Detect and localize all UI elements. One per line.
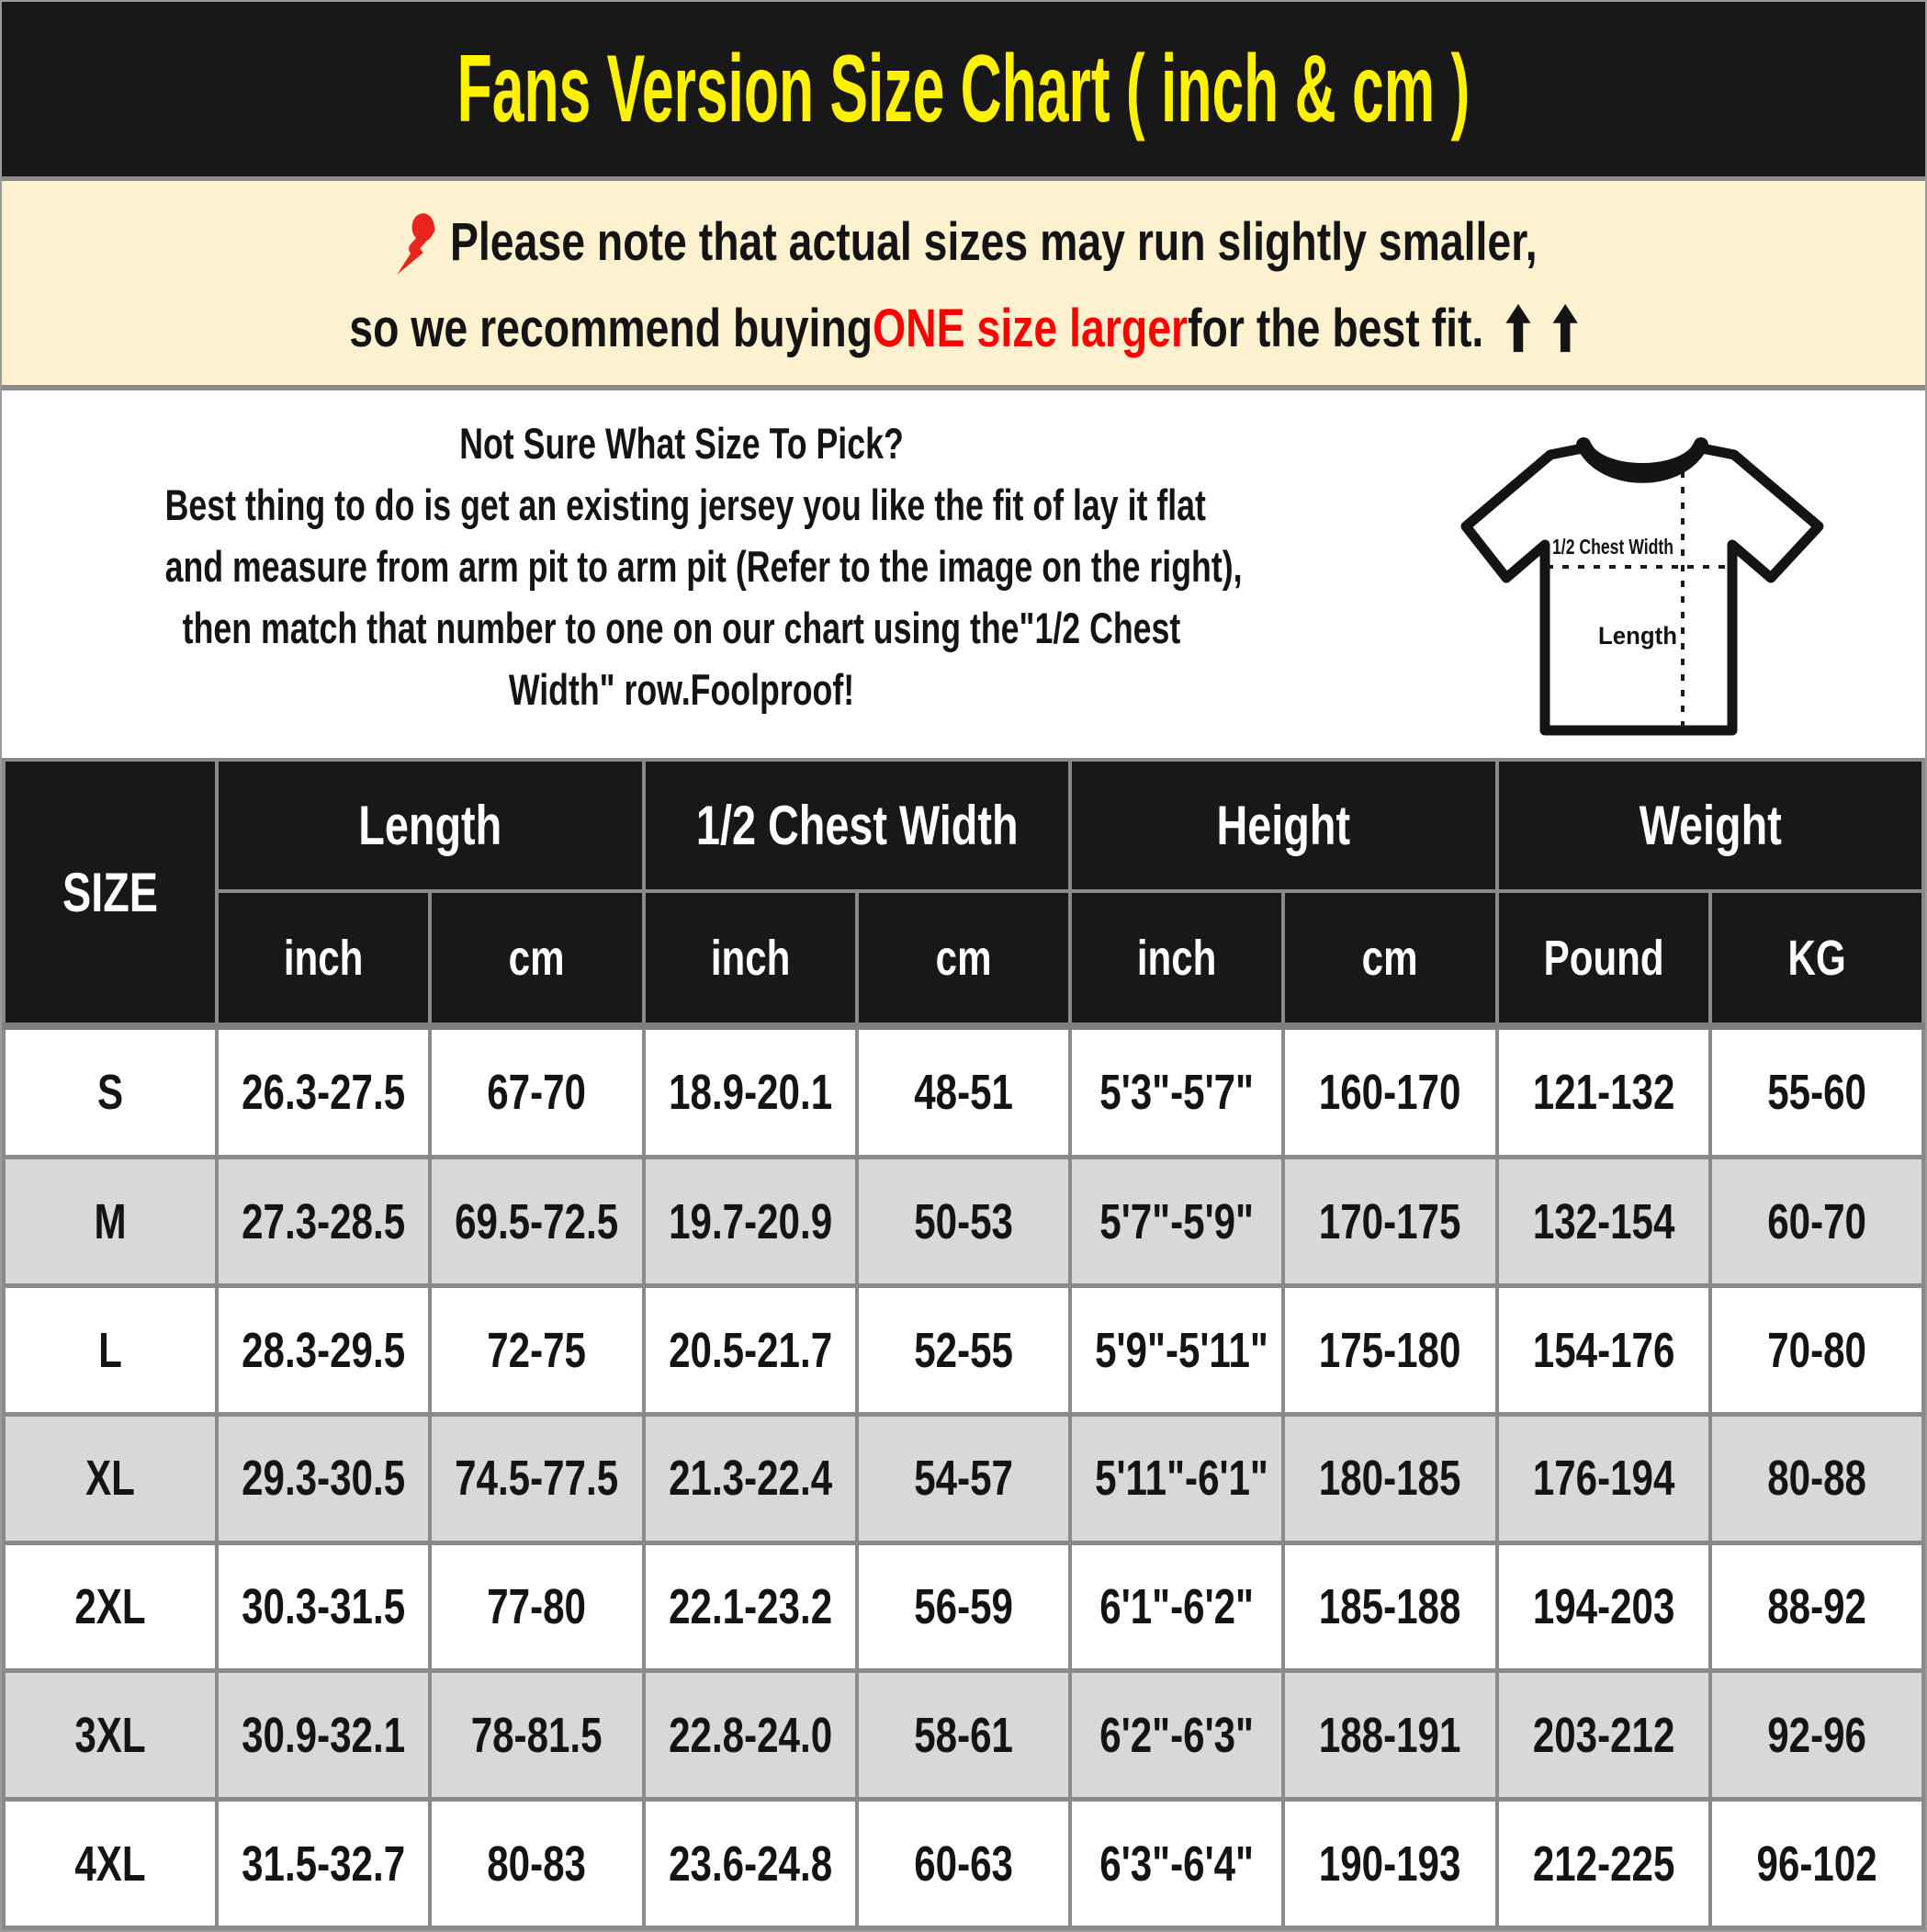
row-size-label: 3XL xyxy=(4,1671,217,1800)
table-cell: 6'3"-6'4" xyxy=(1070,1800,1283,1928)
col-group-weight: Weight xyxy=(1497,760,1924,891)
table-cell: 96-102 xyxy=(1710,1800,1923,1928)
page-title: Fans Version Size Chart ( inch & cm ) xyxy=(456,35,1471,142)
row-size-label: S xyxy=(4,1026,217,1158)
col-subheader-weight-kg: KG xyxy=(1710,891,1923,1026)
tshirt-collar xyxy=(1583,445,1701,476)
notice-banner xyxy=(2,181,1925,390)
table-cell: 29.3-30.5 xyxy=(217,1414,430,1542)
col-subheader-length-inch: inch xyxy=(217,891,430,1026)
table-cell: 27.3-28.5 xyxy=(217,1158,430,1286)
col-header-size: SIZE xyxy=(4,760,217,1026)
up-arrow-icon xyxy=(1553,302,1578,354)
size-table xyxy=(2,758,1925,1930)
table-cell: 180-185 xyxy=(1283,1414,1496,1542)
table-cell: 48-51 xyxy=(857,1026,1070,1158)
table-cell: 80-88 xyxy=(1710,1414,1923,1542)
table-cell: 23.6-24.8 xyxy=(644,1800,857,1928)
table-cell: 121-132 xyxy=(1497,1026,1710,1158)
table-cell: 72-75 xyxy=(430,1286,643,1415)
table-cell: 194-203 xyxy=(1497,1542,1710,1671)
table-row-2xl xyxy=(4,1542,1923,1671)
table-cell: 19.7-20.9 xyxy=(644,1158,857,1286)
table-header-sub-row xyxy=(4,891,1923,1026)
table-cell: 55-60 xyxy=(1710,1026,1923,1158)
notice-highlight: ONE size larger xyxy=(873,298,1189,358)
row-size-label: XL xyxy=(4,1414,217,1542)
notice-text-1: Please note that actual sizes may run slightly smaller, xyxy=(449,212,1538,272)
table-cell: 5'11"-6'1" xyxy=(1070,1414,1283,1542)
notice-text-2-suffix: for the best fit. xyxy=(1188,298,1484,358)
guide-heading: Not Sure What Size To Pick? xyxy=(459,419,904,468)
col-subheader-height-cm: cm xyxy=(1283,891,1496,1026)
table-cell: 160-170 xyxy=(1283,1026,1496,1158)
guide-line-4: Width" row.Foolproof! xyxy=(508,665,855,714)
table-cell: 28.3-29.5 xyxy=(217,1286,430,1415)
size-table-wrap xyxy=(2,758,1925,1930)
table-cell: 78-81.5 xyxy=(430,1671,643,1800)
col-subheader-length-cm: cm xyxy=(430,891,643,1026)
table-cell: 21.3-22.4 xyxy=(644,1414,857,1542)
table-cell: 190-193 xyxy=(1283,1800,1496,1928)
notice-line-2 xyxy=(194,298,1732,359)
title-bar xyxy=(2,2,1925,181)
tshirt-measurement-diagram xyxy=(1451,431,1833,740)
row-size-label: 4XL xyxy=(4,1800,217,1928)
table-row-l xyxy=(4,1286,1923,1415)
table-cell: 6'2"-6'3" xyxy=(1070,1671,1283,1800)
table-cell: 80-83 xyxy=(430,1800,643,1928)
table-cell: 60-63 xyxy=(857,1800,1070,1928)
diagram-chest-label: 1/2 Chest Width xyxy=(1552,535,1673,559)
table-cell: 88-92 xyxy=(1710,1542,1923,1671)
table-cell: 5'7"-5'9" xyxy=(1070,1158,1283,1286)
table-row-xl xyxy=(4,1414,1923,1542)
table-cell: 54-57 xyxy=(857,1414,1070,1542)
table-cell: 60-70 xyxy=(1710,1158,1923,1286)
table-cell: 69.5-72.5 xyxy=(430,1158,643,1286)
table-cell: 188-191 xyxy=(1283,1671,1496,1800)
table-row-m xyxy=(4,1158,1923,1286)
diagram-length-label: Length xyxy=(1598,622,1677,650)
table-cell: 50-53 xyxy=(857,1158,1070,1286)
table-cell: 52-55 xyxy=(857,1286,1070,1415)
table-cell: 30.9-32.1 xyxy=(217,1671,430,1800)
table-cell: 5'9"-5'11" xyxy=(1070,1286,1283,1415)
table-cell: 67-70 xyxy=(430,1026,643,1158)
table-cell: 5'3"-5'7" xyxy=(1070,1026,1283,1158)
guide-line-2: and measure from arm pit to arm pit (Refer to the image on the right), xyxy=(164,542,1243,591)
table-cell: 212-225 xyxy=(1497,1800,1710,1928)
table-cell: 18.9-20.1 xyxy=(644,1026,857,1158)
table-row-4xl xyxy=(4,1800,1923,1928)
table-cell: 176-194 xyxy=(1497,1414,1710,1542)
notice-text-2-prefix: so we recommend buying xyxy=(349,298,873,358)
guide-line-3: then match that number to one on our chart using the"1/2 Chest xyxy=(182,604,1181,652)
table-cell: 31.5-32.7 xyxy=(217,1800,430,1928)
table-cell: 77-80 xyxy=(430,1542,643,1671)
table-cell: 70-80 xyxy=(1710,1286,1923,1415)
up-arrow-icon xyxy=(1505,302,1530,354)
size-guide-section xyxy=(2,390,1925,758)
tshirt-outline xyxy=(1466,447,1819,730)
col-group-chest-width: 1/2 Chest Width xyxy=(644,760,1071,891)
notice-line-1 xyxy=(194,208,1732,277)
col-subheader-chest-cm: cm xyxy=(857,891,1070,1026)
col-subheader-height-inch: inch xyxy=(1070,891,1283,1026)
guide-line-1: Best thing to do is get an existing jersey you like the fit of lay it flat xyxy=(164,480,1206,529)
pushpin-icon xyxy=(389,209,445,279)
table-cell: 6'1"-6'2" xyxy=(1070,1542,1283,1671)
row-size-label: 2XL xyxy=(4,1542,217,1671)
table-cell: 22.8-24.0 xyxy=(644,1671,857,1800)
row-size-label: M xyxy=(4,1158,217,1286)
table-cell: 175-180 xyxy=(1283,1286,1496,1415)
row-size-label: L xyxy=(4,1286,217,1415)
table-cell: 26.3-27.5 xyxy=(217,1026,430,1158)
table-cell: 170-175 xyxy=(1283,1158,1496,1286)
table-row-s xyxy=(4,1026,1923,1158)
size-guide-text xyxy=(2,412,1361,720)
table-cell: 154-176 xyxy=(1497,1286,1710,1415)
table-cell: 30.3-31.5 xyxy=(217,1542,430,1671)
table-cell: 185-188 xyxy=(1283,1542,1496,1671)
col-subheader-weight-pound: Pound xyxy=(1497,891,1710,1026)
table-cell: 58-61 xyxy=(857,1671,1070,1800)
table-header-group-row xyxy=(4,760,1923,891)
col-group-length: Length xyxy=(217,760,644,891)
table-cell: 92-96 xyxy=(1710,1671,1923,1800)
table-cell: 20.5-21.7 xyxy=(644,1286,857,1415)
table-cell: 74.5-77.5 xyxy=(430,1414,643,1542)
table-cell: 203-212 xyxy=(1497,1671,1710,1800)
table-cell: 22.1-23.2 xyxy=(644,1542,857,1671)
table-row-3xl xyxy=(4,1671,1923,1800)
col-group-height: Height xyxy=(1070,760,1497,891)
table-cell: 56-59 xyxy=(857,1542,1070,1671)
table-cell: 132-154 xyxy=(1497,1158,1710,1286)
col-subheader-chest-inch: inch xyxy=(644,891,857,1026)
